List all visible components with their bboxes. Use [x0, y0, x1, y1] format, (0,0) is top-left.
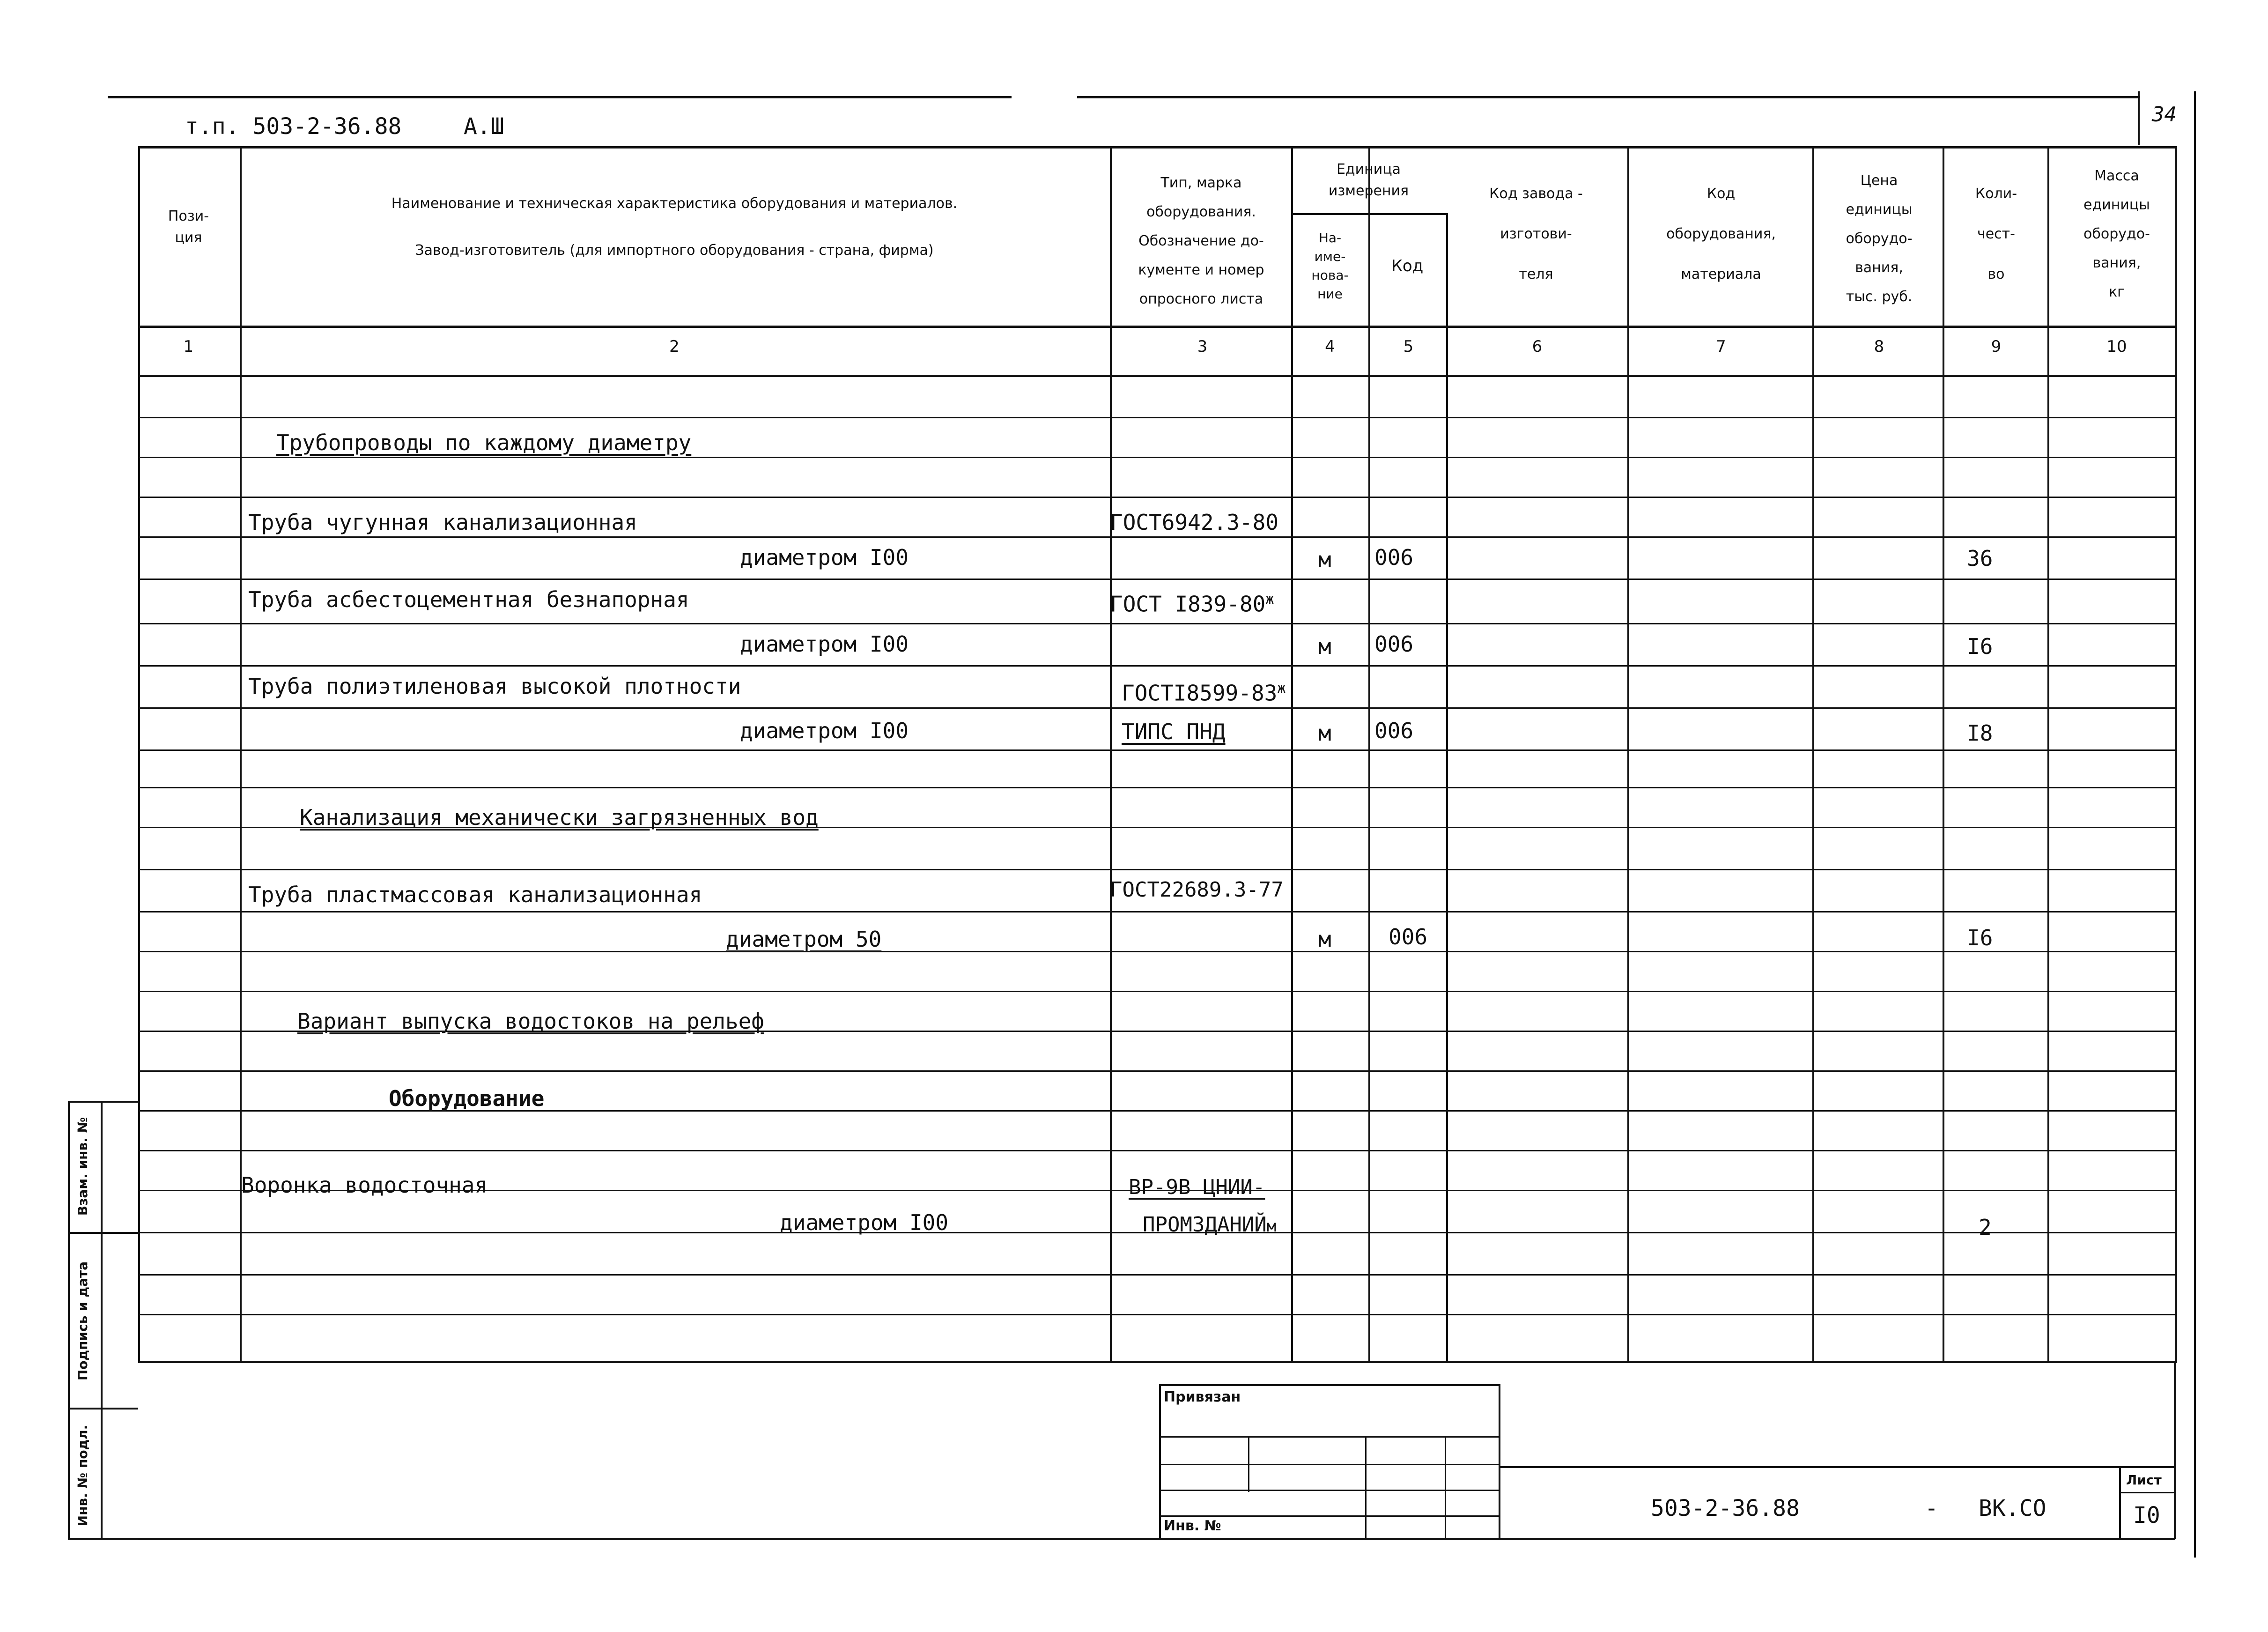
privyazan-c3 [1445, 1436, 1446, 1539]
row-line-2 [138, 497, 2175, 498]
column-line-0 [138, 146, 140, 1363]
row-plastic-unit: м [1318, 927, 1331, 952]
row-plastic-pipe-doc: ГОСТ22689.3-77 [1110, 878, 1284, 902]
colnum-4: 4 [1325, 337, 1335, 356]
row-plastic-qty: I6 [1967, 925, 1993, 950]
row-line-4 [138, 579, 2175, 580]
album-label: А.Ш [464, 113, 504, 140]
header-price: Цена единицы оборудо- вания, тыс. руб. [1846, 172, 1913, 305]
side-stamp-mid [101, 1101, 103, 1539]
row-cast-iron-pipe-doc: ГОСТ6942.3-80 [1110, 510, 1279, 535]
table-top [138, 146, 2175, 148]
row-line-22 [138, 1314, 2175, 1315]
row-line-0 [138, 417, 2175, 418]
row-plastic-pipe-name: Труба пластмассовая канализационная [248, 882, 702, 907]
header-unit-group: Единица измерения [1328, 161, 1409, 199]
row-funnel-name: Воронка водосточная [241, 1172, 488, 1198]
row-cast-iron-code: 006 [1374, 545, 1414, 570]
row-polyethylene-code: 006 [1374, 718, 1414, 743]
privyazan-label: Привязан [1164, 1389, 1241, 1405]
side-stamp-left [68, 1101, 70, 1539]
row-polyethylene-diameter: диаметром I00 [740, 718, 909, 743]
stamp-dash: - [1925, 1495, 1938, 1521]
row-line-5 [138, 623, 2175, 624]
row-cast-iron-pipe-name: Труба чугунная канализационная [248, 510, 637, 535]
stamp-doc-number: 503-2-36.88 [1651, 1495, 1800, 1521]
header-plant-code: Код завода - изготови- теля [1489, 185, 1583, 282]
row-polyethylene-qty: I8 [1967, 720, 1993, 746]
row-plastic-code: 006 [1389, 924, 1428, 950]
top-rule-left [108, 96, 1012, 98]
colnum-10: 10 [2106, 337, 2127, 356]
row-polyethylene-pipe-doc: $ГОСТI8599-83^ж$ [1122, 680, 1286, 706]
column-line-3 [1291, 146, 1293, 1363]
header-quantity: Коли- чест- во [1975, 185, 2017, 282]
column-line-6 [1627, 146, 1629, 1363]
row-line-11 [138, 869, 2175, 870]
sheet-box-mid [2119, 1492, 2175, 1493]
doc-mark: ж [1265, 591, 1274, 608]
column-line-2 [1110, 146, 1112, 1363]
page-corner-number: 34 [2152, 103, 2177, 126]
corner-box-right [2194, 91, 2196, 1558]
row-asbestos-pipe-doc: ГОСТ $I839-80^ж$ [1110, 591, 1274, 617]
sheet-label: Лист [2126, 1472, 2162, 1488]
header-unit-code: Код [1391, 256, 1424, 275]
row-line-16 [138, 1070, 2175, 1072]
row-line-6 [138, 665, 2175, 667]
number-row-bottom [138, 375, 2175, 377]
title-bottom [138, 1538, 2175, 1540]
row-cast-iron-unit: м [1318, 547, 1331, 572]
stamp-section: ВК.СО [1979, 1495, 2046, 1521]
row-line-9 [138, 787, 2175, 788]
privyazan-r1 [1159, 1436, 1500, 1438]
header-position: Пози- ция [168, 208, 209, 246]
doc-mark: ж [1277, 680, 1286, 697]
row-line-1 [138, 457, 2175, 458]
stamp-top [1499, 1466, 2175, 1468]
doc-reference: т.п. 503-2-36.88 [185, 113, 402, 140]
row-asbestos-unit: м [1318, 634, 1331, 659]
privyazan-r3 [1159, 1490, 1500, 1491]
row-line-8 [138, 749, 2175, 751]
header-bottom [138, 326, 2175, 328]
section-drain-option: Вариант выпуска водостоков на рельеф [297, 1009, 764, 1034]
row-line-18 [138, 1150, 2175, 1151]
header-type-mark: Тип, марка оборудования. Обозначение до- кументе и номер опросного листа [1138, 175, 1264, 307]
row-asbestos-diameter: диаметром I00 [740, 631, 909, 657]
row-plastic-diameter: диаметром 50 [726, 927, 882, 952]
privyazan-c2 [1365, 1436, 1367, 1539]
row-polyethylene-type: ТИПС ПНД [1122, 719, 1226, 744]
row-polyethylene-unit: м [1318, 720, 1331, 746]
row-cast-iron-qty: 36 [1967, 546, 1993, 571]
colnum-7: 7 [1716, 337, 1726, 356]
side-stamp-podpis: Подпись и дата [75, 1261, 90, 1381]
colnum-8: 8 [1874, 337, 1884, 356]
header-unit-name: На- име- нова- ние [1311, 230, 1349, 302]
side-stamp-div1 [68, 1232, 138, 1234]
row-line-3 [138, 536, 2175, 538]
title-right [2174, 1361, 2176, 1539]
row-line-14 [138, 991, 2175, 992]
section-equipment: Оборудование [389, 1086, 545, 1111]
corner-box-left [2138, 91, 2140, 145]
section-sewer-contaminated: Канализация механически загрязненных вод [300, 805, 819, 830]
sheet-box-left [2119, 1466, 2121, 1539]
row-line-13 [138, 951, 2175, 952]
doc-mark: м [1266, 1217, 1277, 1236]
row-funnel-qty: 2 [1979, 1215, 1992, 1240]
side-stamp-vzam: Взам. инв. № [75, 1117, 90, 1216]
privyazan-c1 [1248, 1436, 1249, 1492]
colnum-3: 3 [1197, 337, 1208, 356]
side-stamp-inv-podl: Инв. № подл. [75, 1424, 90, 1527]
colnum-1: 1 [183, 337, 194, 356]
row-funnel-diameter: диаметром I00 [780, 1210, 949, 1235]
column-line-4 [1368, 146, 1370, 1363]
row-asbestos-pipe-name: Труба асбестоцементная безнапорная [248, 587, 689, 612]
sheet-number: I0 [2133, 1502, 2160, 1528]
side-stamp-div2 [68, 1408, 138, 1409]
column-line-9 [2047, 146, 2049, 1363]
row-cast-iron-diameter: диаметром I00 [740, 545, 909, 570]
row-asbestos-qty: I6 [1967, 634, 1993, 659]
section-pipelines: Трубопроводы по каждому диаметру [276, 430, 692, 455]
privyazan-r2 [1159, 1464, 1500, 1465]
row-asbestos-code: 006 [1374, 631, 1414, 657]
column-line-10 [2175, 146, 2177, 1363]
title-top [138, 1361, 2175, 1363]
header-mass: Масса единицы оборудо- вания, кг [2083, 168, 2150, 300]
colnum-5: 5 [1403, 337, 1414, 356]
privyazan-r4 [1159, 1515, 1500, 1517]
header-equipment-code: Код оборудования, материала [1666, 185, 1776, 282]
column-line-7 [1812, 146, 1814, 1363]
colnum-2: 2 [669, 337, 680, 356]
header-name-line1: Наименование и техническая характеристика оборудования и материалов. [391, 195, 958, 212]
top-rule-right [1077, 96, 2140, 98]
inv-no-label: Инв. № [1164, 1518, 1221, 1534]
privyazan-top [1159, 1384, 1500, 1386]
row-funnel-doc: ВР-9В ЦНИИ- [1129, 1175, 1265, 1199]
row-line-7 [138, 707, 2175, 709]
colnum-9: 9 [1991, 337, 2002, 356]
column-line-8 [1943, 146, 1944, 1363]
row-line-12 [138, 911, 2175, 912]
colnum-6: 6 [1532, 337, 1543, 356]
row-line-21 [138, 1274, 2175, 1276]
header-name-line2: Завод-изготовитель (для импортного оборудования - страна, фирма) [415, 242, 934, 259]
row-funnel-doc2: ПРОМЗДАНИЙм [1143, 1213, 1277, 1237]
row-polyethylene-pipe-name: Труба полиэтиленовая высокой плотности [248, 674, 741, 699]
